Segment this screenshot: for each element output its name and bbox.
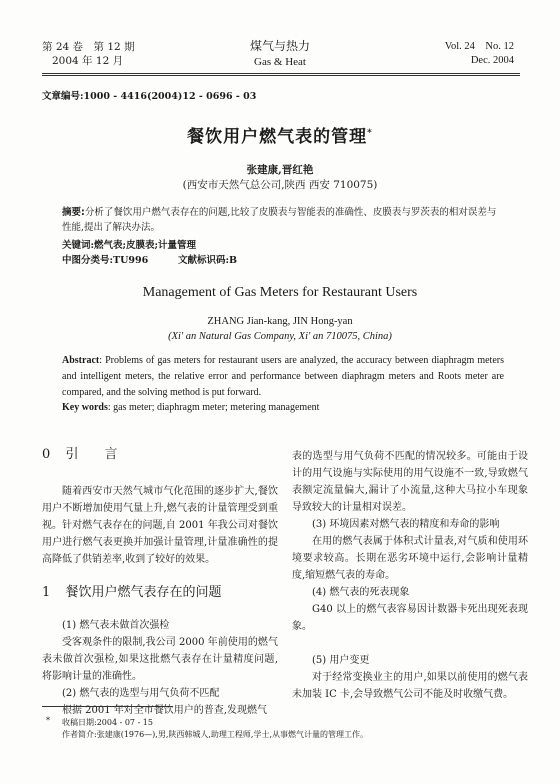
- item-1-heading: (1) 燃气表未做首次强检: [62, 620, 170, 631]
- article-number: 文章编号:1000 - 4416(2004)12 - 0696 - 03: [42, 91, 257, 102]
- abstract-cn: 摘要:分析了餐饮用户燃气表存在的问题,比较了皮膜表与智能表的准确性、皮膜表与罗茨表的相对误差与性能,提出了解决办法。: [62, 207, 497, 233]
- title-footnote-mark: *: [367, 128, 373, 139]
- item-4-heading: (4) 燃气表的死表现象: [312, 587, 410, 598]
- item-1-text: 受客观条件的限制,我公司 2000 年前使用的燃气表未做首次强检,如果这批燃气表存在计量精度问题,将影响计量的准确性。: [42, 637, 278, 682]
- class-number: 中图分类号:TU996: [62, 255, 149, 266]
- authors: 张建康,晋红艳: [246, 164, 314, 176]
- footnote-rule: [42, 706, 172, 707]
- affiliation: (西安市天然气总公司,陕西 西安 710075): [182, 179, 378, 191]
- item-3-text: 在用的燃气表属于体积式计量表,对气质和使用环境要求较高。长期在恶劣环境中运行,会影响计量精度,缩短燃气表的寿命。: [292, 536, 528, 581]
- english-title: Management of Gas Meters for Restaurant Users: [142, 285, 418, 300]
- paper-title: 餐饮用户燃气表的管理*: [187, 127, 373, 147]
- header-rule-2: [42, 75, 520, 76]
- item-5-heading: (5) 用户变更: [312, 655, 370, 666]
- journal-volume-info-en: Vol. 24 No. 12 Dec. 2004: [444, 41, 514, 66]
- received-date: 收稿日期:2004 - 07 - 15: [62, 718, 153, 727]
- right-paragraph-continued: 表的选型与用气负荷不匹配的情况较多。可能由于设计的用气设施与实际使用的用气设施不一致,导致燃气表额定流量偏大,漏计了小流量,这种大马拉小车现象导致较大的计量相对误差。: [292, 451, 528, 513]
- item-2-heading: (2) 燃气表的选型与用气负荷不匹配: [62, 688, 220, 699]
- classification-row: [62, 252, 237, 266]
- english-affiliation: (Xi' an Natural Gas Company, Xi' an 710075, China): [168, 331, 392, 342]
- author-bio: 作者简介:张建康(1976—),男,陕西韩城人,助理工程师,学士,从事燃气计量的管理工作。: [62, 730, 369, 739]
- item-4-text: G40 以上的燃气表容易因计数器卡死出现死表现象。: [292, 604, 528, 632]
- header-rule: [42, 73, 520, 74]
- english-abstract: Abstract: Problems of gas meters for restaurant users are analyzed, the accuracy between diaphragm meters and intelligent meters, the relative error and performance between diaphragm meters and Roots meter are compared, and the solving method is put forward.: [62, 355, 504, 398]
- item-2-text: 根据 2001 年对全市餐饮用户的普查,发现燃气: [62, 705, 267, 716]
- journal-name: 煤气与热力 Gas & Heat: [249, 39, 310, 68]
- item-5-text: 对于经常变换业主的用户,如果以前使用的燃气表未加装 IC 卡,会导致燃气公司不能及时收缴气费。: [292, 672, 528, 700]
- doc-code: 文献标识码:B: [178, 255, 238, 266]
- keywords-cn: 关键词:燃气表;皮膜表;计量管理: [62, 240, 197, 251]
- section-1-heading: 1 餐饮用户燃气表存在的问题: [42, 585, 222, 600]
- footnote-marker: *: [46, 716, 50, 725]
- english-authors: ZHANG Jian-kang, JIN Hong-yan: [207, 316, 353, 327]
- section-0-heading: 0 引 言: [42, 447, 118, 462]
- journal-volume-info: 第 24 卷 第 12 期 2004 年 12 月: [42, 41, 135, 67]
- item-3-heading: (3) 环境因素对燃气表的精度和寿命的影响: [312, 519, 500, 530]
- english-keywords: Key words: gas meter; diaphragm meter; metering management: [62, 402, 320, 413]
- intro-paragraph: 随着西安市天然气城市气化范围的逐步扩大,餐饮用户不断增加使用气量上升,燃气表的计量管理受到重视。针对燃气表存在的问题,自 2001 年我公司对餐饮用户进行燃气表更换并加强计量管理,计量准确性的提高降低了供销差率,收到了较好的效果。: [42, 486, 278, 565]
